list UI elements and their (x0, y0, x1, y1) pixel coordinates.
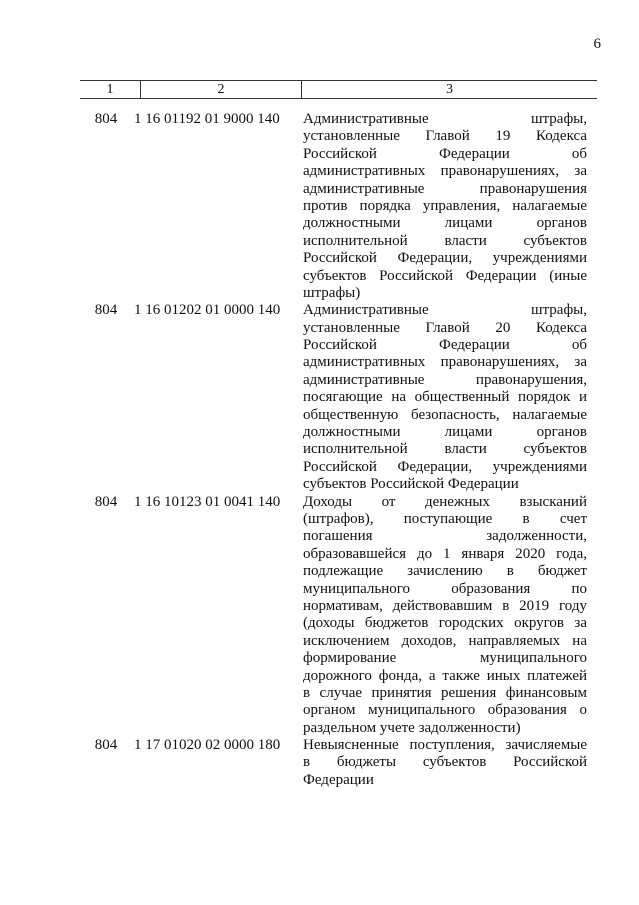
description-line: установленные Главой 19 Кодекса (303, 128, 587, 145)
admin-code-cell: 804 (94, 111, 118, 127)
description-cell (303, 494, 587, 737)
description-line: административных правонарушениях, за (303, 163, 587, 180)
description-line: субъектов Российской Федерации (иные (303, 267, 587, 284)
description-line: Российской Федерации об (303, 337, 587, 354)
description-line: подлежащие зачислению в бюджет (303, 563, 587, 580)
header-col-1: 1 (80, 81, 141, 98)
description-line: административных правонарушениях, за (303, 354, 587, 371)
budget-code-cell: 1 17 01020 02 0000 180 (134, 737, 281, 754)
admin-code-cell: 804 (94, 302, 118, 319)
budget-code-cell: 1 16 10123 01 0041 140 (134, 493, 281, 510)
description-line: установленные Главой 20 Кодекса (303, 319, 587, 336)
description-line: исполнительной власти субъектов (303, 441, 587, 458)
table-header (80, 80, 597, 99)
budget-code-cell: 1 16 01202 01 0000 140 (134, 302, 281, 319)
description-line: погашения задолженности, (303, 528, 587, 545)
header-col-2: 2 (141, 81, 302, 98)
table-row (80, 302, 597, 493)
page-number: 6 (593, 36, 601, 52)
description-line: (штрафов), поступающие в счет (303, 510, 587, 527)
description-line: Российской Федерации, учреждениями (303, 250, 587, 267)
description-line: раздельном учете задолженности) (303, 719, 521, 736)
description-line: в бюджеты субъектов Российской (303, 754, 587, 771)
description-line: посягающие на общественный порядок и (303, 389, 587, 406)
description-line: нормативам, действовавшим в 2019 году (303, 597, 587, 614)
description-line: муниципального образования по (303, 580, 587, 597)
description-line: (доходы бюджетов городских округов за (303, 615, 587, 632)
description-line: должностными лицами органов (303, 424, 587, 441)
description-line: дорожного фонда, а также иных платежей (303, 667, 587, 684)
description-line: Доходы от денежных взысканий (303, 493, 587, 510)
table-row (80, 494, 597, 737)
description-line: образовавшейся до 1 января 2020 года, (303, 545, 587, 562)
admin-code-cell: 804 (94, 737, 118, 754)
description-line: Невыясненные поступления, зачисляемые (303, 737, 587, 754)
table-row (80, 737, 597, 789)
header-col-3: 3 (446, 82, 453, 97)
description-line: Административные штрафы, (303, 302, 587, 319)
budget-code-cell: 1 16 01192 01 9000 140 (134, 111, 280, 127)
description-line: административные правонарушения (303, 180, 587, 197)
description-line: должностными лицами органов (303, 215, 587, 232)
table-body (80, 111, 597, 789)
description-line: Российской Федерации об (303, 145, 587, 162)
table-row (80, 111, 597, 302)
description-line: субъектов Российской Федерации (303, 476, 519, 493)
description-line: административные правонарушения, (303, 371, 587, 388)
description-line: штрафы) (303, 284, 361, 301)
description-line: Федерации (303, 771, 374, 788)
description-line: исполнительной власти субъектов (303, 232, 587, 249)
description-line: против порядка управления, налагаемые (303, 197, 587, 214)
description-line: формирование муниципального (303, 650, 587, 667)
description-line: Административные штрафы, (303, 111, 587, 127)
description-line: в случае принятия решения финансовым (303, 684, 587, 701)
description-line: общественную безопасность, налагаемые (303, 406, 587, 423)
description-line: Российской Федерации, учреждениями (303, 458, 587, 475)
description-cell (303, 737, 587, 789)
description-cell (303, 111, 587, 302)
description-line: органом муниципального образования о (303, 702, 587, 719)
description-cell (303, 302, 587, 493)
admin-code-cell: 804 (94, 493, 118, 510)
description-line: исключением доходов, направляемых на (303, 632, 587, 649)
